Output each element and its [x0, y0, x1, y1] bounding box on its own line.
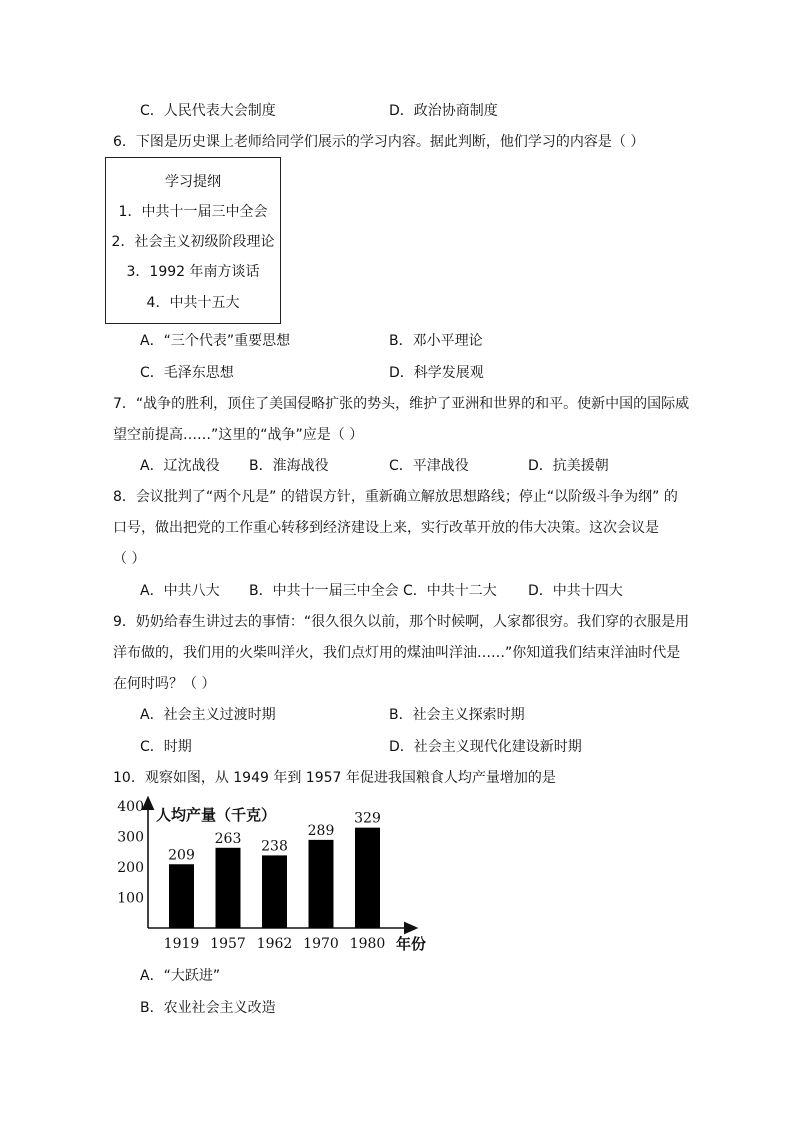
x-tick-label: 1970: [303, 936, 339, 952]
bar: [262, 855, 287, 928]
q10-option-b: B．农业社会主义改造: [140, 1000, 276, 1016]
q9-option-d: D．社会主义现代化建设新时期: [389, 739, 582, 755]
outline-item-3: 3．1992 年南方谈话: [126, 264, 260, 280]
q6-option-c: C．毛泽东思想: [140, 365, 234, 381]
q7-option-b: B．淮海战役: [249, 458, 329, 474]
q8-stem-line3: （ ）: [113, 551, 146, 567]
bar: [309, 840, 334, 928]
bar-value-label: 209: [168, 847, 195, 864]
q8-option-b: B．中共十一届三中全会: [249, 583, 399, 599]
y-ticks: [117, 799, 144, 907]
y-tick-label: 200: [117, 860, 144, 876]
q9-option-b: B．社会主义探索时期: [389, 707, 525, 723]
x-tick-label: 1919: [163, 936, 200, 952]
x-tick-label: 1980: [349, 936, 386, 952]
q8-stem-line2: 口号，做出把党的工作重心转移到经济建设上来，实行改革开放的伟大决策。这次会议是: [113, 520, 659, 536]
bar: [355, 828, 380, 928]
x-axis-label: 年份: [396, 935, 427, 953]
bar: [169, 864, 194, 928]
q9-stem-line3: 在何时吗？（ ）: [113, 676, 216, 692]
q6-option-a: A．“三个代表”重要思想: [140, 333, 291, 349]
q8-option-c: C．中共十二大: [403, 583, 497, 599]
q7-option-a: A．辽沈战役: [140, 458, 220, 474]
q9-stem-line1: 9．奶奶给春生讲过去的事情：“很久很久以前，那个时候啊，人家都很穷。我们穿的衣服是用: [113, 614, 690, 630]
q10-option-a: A．“大跃进”: [140, 968, 221, 984]
q10-stem: 10．观察如图，从 1949 年到 1957 年促进我国粮食人均产量增加的是: [113, 770, 556, 786]
q6-stem: 6．下图是历史课上老师给同学们展示的学习内容。据此判断，他们学习的内容是（ ）: [113, 134, 645, 150]
y-tick-label: 300: [117, 829, 144, 846]
q6-option-d: D．科学发展观: [389, 365, 484, 381]
q7-stem-line1: 7．“战争的胜利，顶住了美国侵略扩张的势头，维护了亚洲和世界的和平。使新中国的国际威: [113, 396, 690, 412]
q9-stem-line2: 洋布做的，我们用的火柴叫洋火，我们点灯用的煤油叫洋油……”你知道我们结束洋油时代是: [113, 645, 681, 661]
q7-option-d: D．抗美援朝: [528, 458, 609, 474]
outline-title: 学习提纲: [165, 174, 221, 190]
bar-value-label: 289: [307, 822, 335, 839]
q7-stem-line2: 望空前提高……”这里的“战争”应是（ ）: [113, 427, 364, 443]
y-tick-label: 400: [117, 799, 144, 815]
q8-stem-line1: 8．会议批判了“两个凡是” 的错误方针，重新确立解放思想路线；停止“以阶级斗争为纲” 的: [113, 489, 678, 505]
q9-option-a: A．社会主义过渡时期: [140, 707, 276, 723]
outline-item-2: 2．社会主义初级阶段理论: [111, 234, 275, 250]
x-tick-label: 1962: [256, 936, 293, 952]
q5-option-d: D．政治协商制度: [389, 103, 498, 119]
y-axis-label: 人均产量（千克）: [156, 806, 277, 824]
study-outline-box: [105, 157, 281, 324]
bars: [164, 811, 386, 952]
q9-option-c: C．时期: [140, 739, 192, 755]
q8-option-a: A．中共八大: [140, 583, 220, 599]
outline-item-1: 1．中共十一届三中全会: [118, 204, 268, 220]
q6-option-b: B．邓小平理论: [389, 333, 483, 349]
bar-value-label: 263: [214, 830, 242, 847]
per-capita-grain-chart: [110, 796, 440, 956]
bar: [216, 848, 241, 928]
outline-item-4: 4．中共十五大: [146, 295, 240, 311]
bar-value-label: 329: [354, 810, 381, 827]
x-tick-label: 1957: [210, 936, 246, 952]
y-tick-label: 100: [117, 890, 144, 907]
q7-option-c: C．平津战役: [389, 458, 469, 474]
q8-option-d: D．中共十四大: [528, 583, 623, 599]
bar-value-label: 238: [261, 838, 288, 855]
q5-option-c: C．人民代表大会制度: [140, 103, 276, 119]
